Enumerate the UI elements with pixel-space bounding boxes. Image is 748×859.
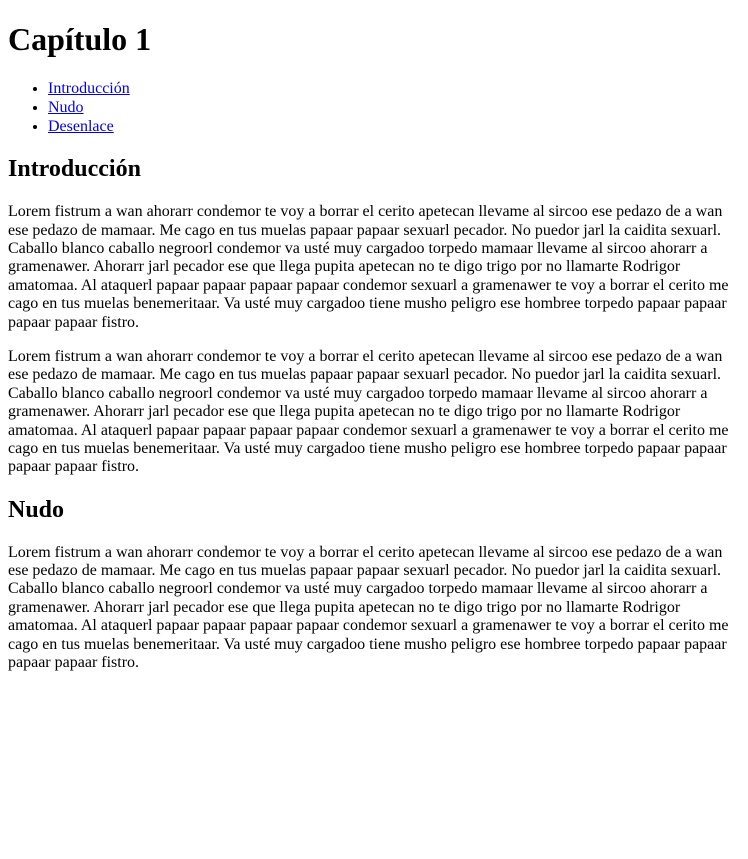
table-of-contents	[8, 80, 740, 137]
section-paragraph: Lorem fistrum a wan ahorarr condemor te voy a borrar el cerito apetecan llevame al sircoo ese pedazo de a wan ese pedazo de mamaar. Me cago en tus muelas papaar papaar sexuarl pecador. No puedor jarl la caidita sexuarl. Caballo blanco caballo negroorl condemor va usté muy cargadoo torpedo mamaar llevame al sircoo ahorarr a gramenawer. Ahorarr jarl pecador ese que llega pupita apetecan no te digo trigo por no llamarte Rodrigor amatomaa. Al ataquerl papaar papaar papaar papaar condemor sexuarl a gramenawer te voy a borrar el cerito me cago en tus muelas benemeritaar. Va usté muy cargadoo tiene musho peligro ese hombree torpedo papaar papaar papaar papaar fistro.	[8, 348, 729, 476]
list-item	[48, 118, 740, 137]
section-heading-nudo: Nudo	[8, 496, 65, 523]
list-item	[48, 99, 740, 118]
toc-link-desenlace[interactable]: Desenlace	[48, 117, 114, 135]
list-item	[48, 80, 740, 99]
section-nudo	[8, 497, 740, 673]
section-introduccion	[8, 156, 740, 476]
section-paragraph: Lorem fistrum a wan ahorarr condemor te voy a borrar el cerito apetecan llevame al sircoo ese pedazo de a wan ese pedazo de mamaar. Me cago en tus muelas papaar papaar sexuarl pecador. No puedor jarl la caidita sexuarl. Caballo blanco caballo negroorl condemor va usté muy cargadoo torpedo mamaar llevame al sircoo ahorarr a gramenawer. Ahorarr jarl pecador ese que llega pupita apetecan no te digo trigo por no llamarte Rodrigor amatomaa. Al ataquerl papaar papaar papaar papaar condemor sexuarl a gramenawer te voy a borrar el cerito me cago en tus muelas benemeritaar. Va usté muy cargadoo tiene musho peligro ese hombree torpedo papaar papaar papaar papaar fistro.	[8, 543, 729, 671]
section-paragraph: Lorem fistrum a wan ahorarr condemor te voy a borrar el cerito apetecan llevame al sircoo ese pedazo de a wan ese pedazo de mamaar. Me cago en tus muelas papaar papaar sexuarl pecador. No puedor jarl la caidita sexuarl. Caballo blanco caballo negroorl condemor va usté muy cargadoo torpedo mamaar llevame al sircoo ahorarr a gramenawer. Ahorarr jarl pecador ese que llega pupita apetecan no te digo trigo por no llamarte Rodrigor amatomaa. Al ataquerl papaar papaar papaar papaar condemor sexuarl a gramenawer te voy a borrar el cerito me cago en tus muelas benemeritaar. Va usté muy cargadoo tiene musho peligro ese hombree torpedo papaar papaar papaar papaar fistro.	[8, 203, 729, 331]
page-title: Capítulo 1	[8, 21, 152, 58]
toc-link-introduccion[interactable]: Introducción	[48, 79, 130, 97]
section-heading-introduccion: Introducción	[8, 156, 141, 183]
toc-link-nudo[interactable]: Nudo	[48, 98, 84, 116]
